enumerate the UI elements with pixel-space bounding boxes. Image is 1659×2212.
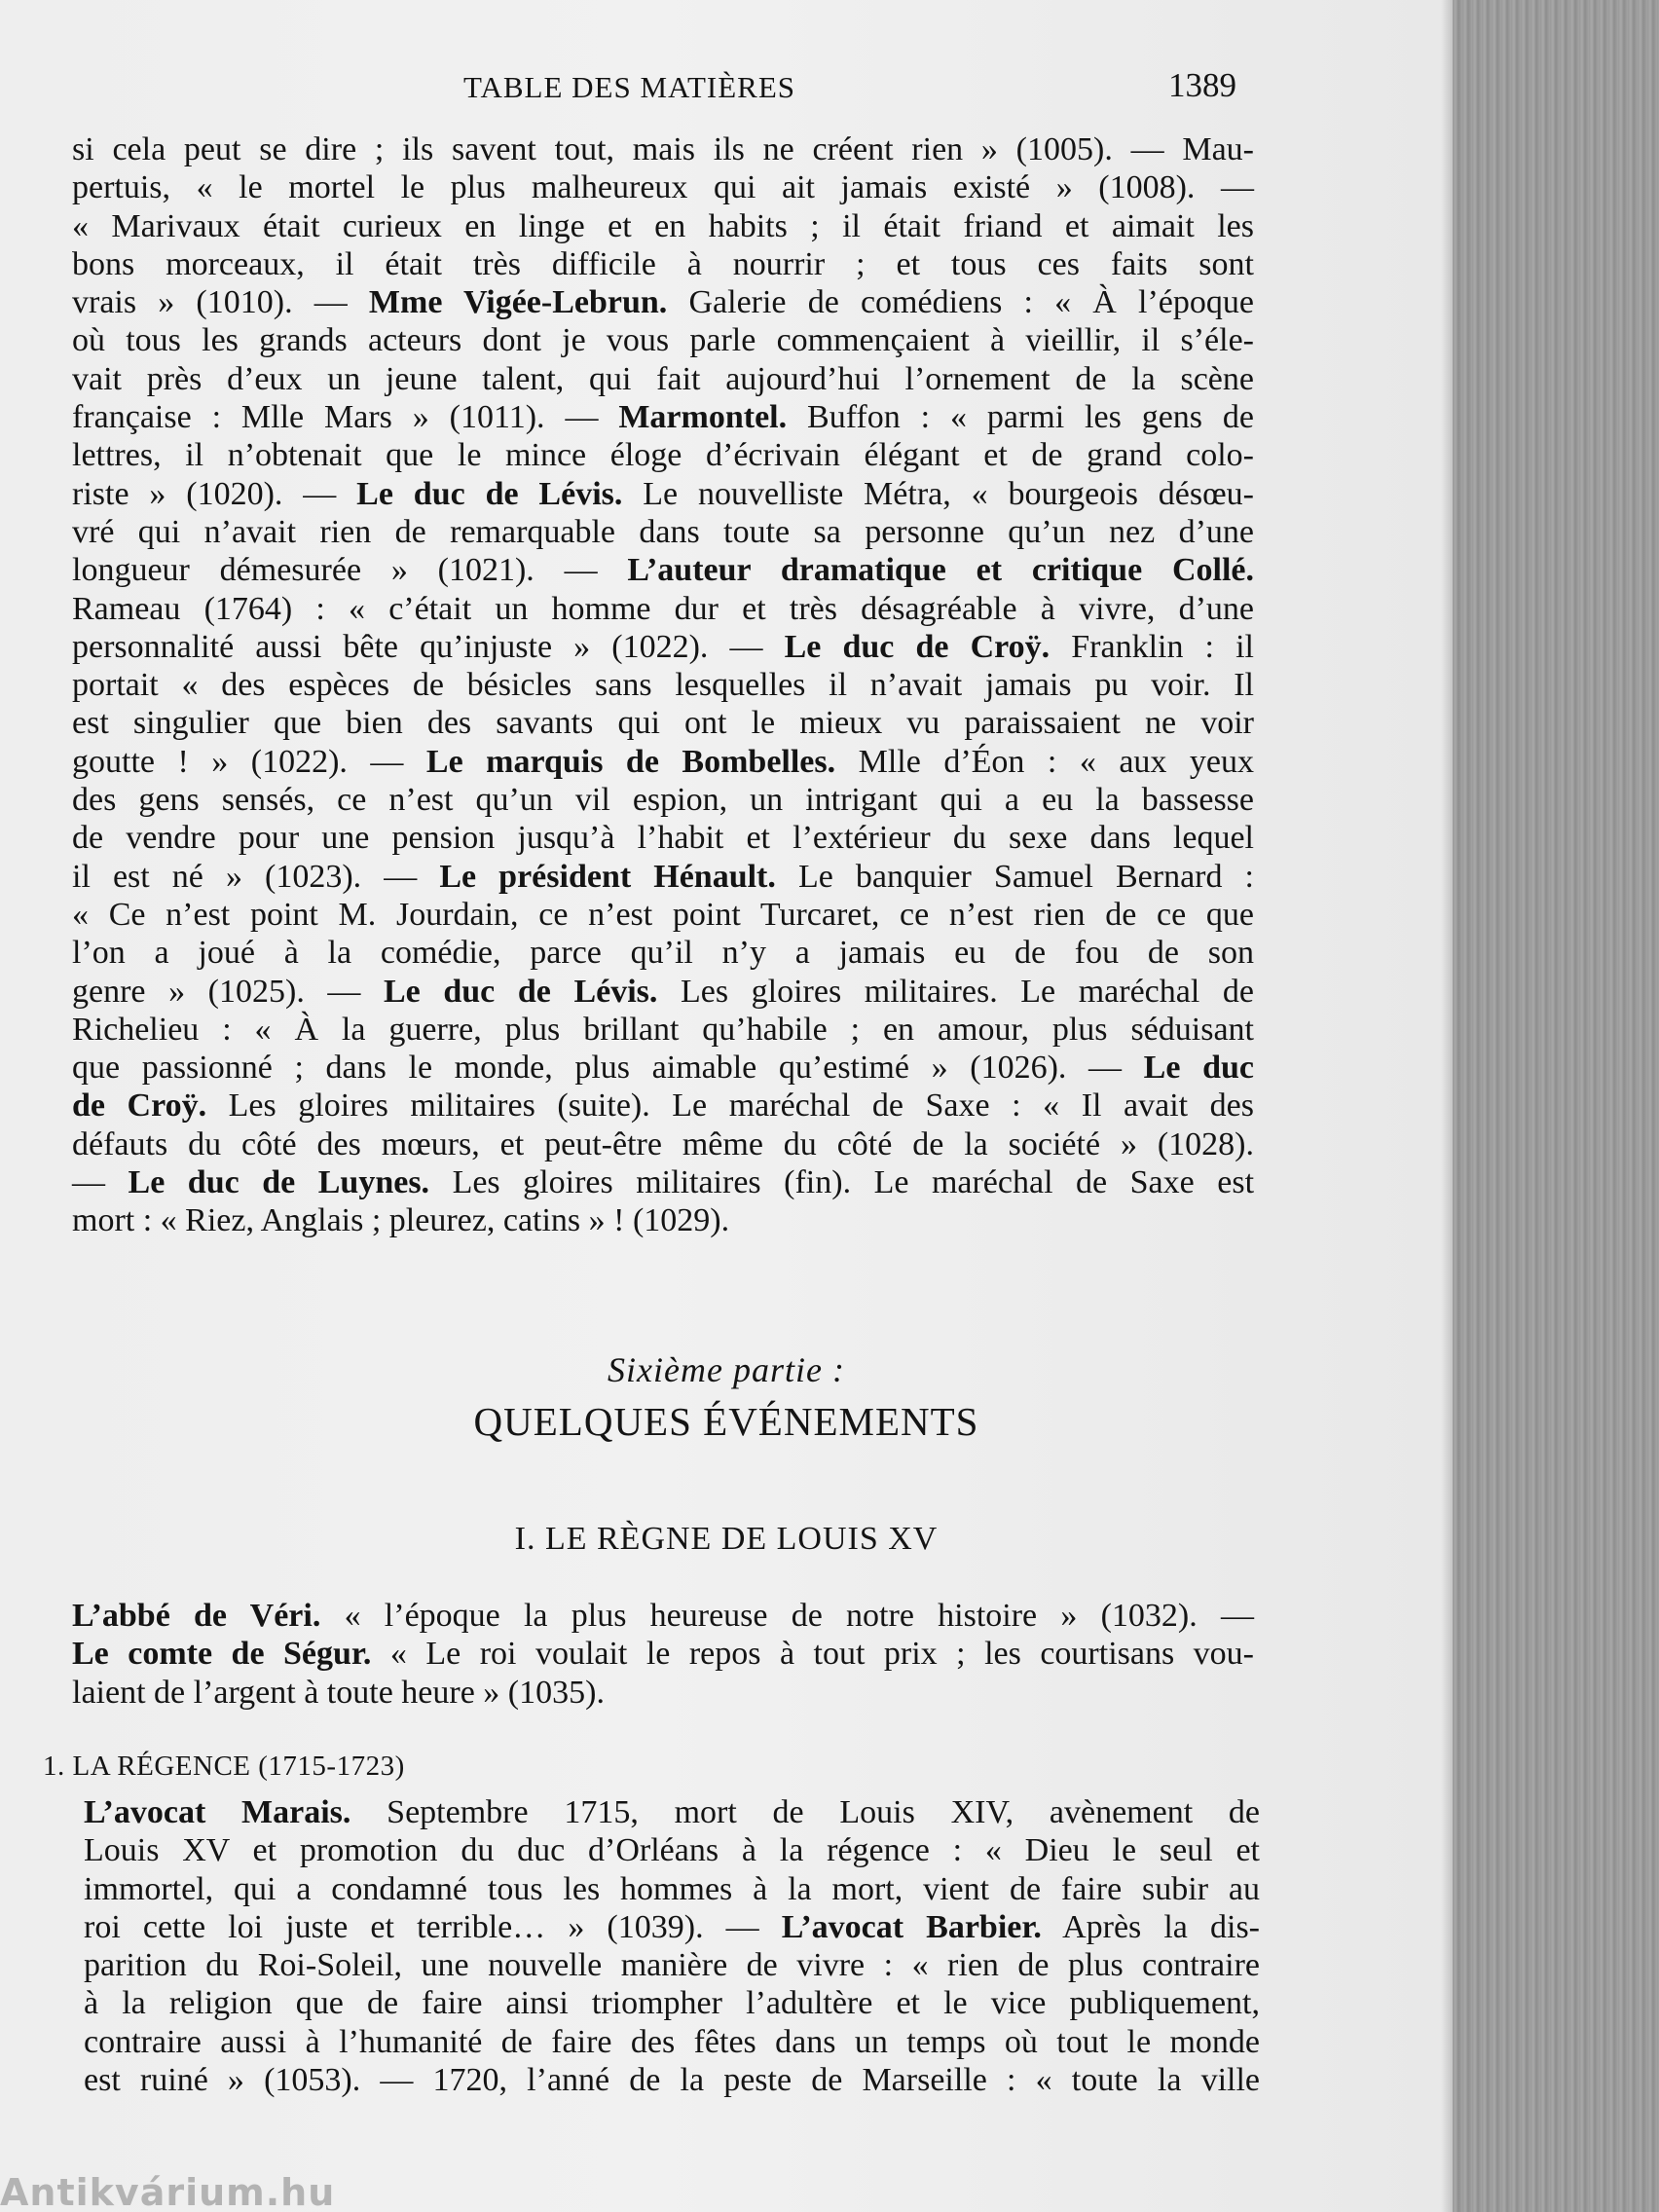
- text-line: L’avocat Marais. Septembre 1715, mort de Louis XIV, avènement de: [84, 1794, 1261, 1830]
- text-line: — Le duc de Luynes. Les gloires militaires (fin). Le maréchal de Saxe est: [72, 1164, 1255, 1201]
- text-line: lettres, il n’obtenait que le mince éloge d’écrivain élégant et de grand colo-: [72, 437, 1254, 474]
- page-number: 1389: [1168, 66, 1236, 104]
- author-name: Le duc de Lévis.: [384, 973, 658, 1010]
- author-name: L’abbé de Véri.: [72, 1598, 321, 1634]
- content-paragraph-2: [72, 1597, 1254, 1712]
- chapter-title: I. LE RÈGNE DE LOUIS XV: [514, 1521, 939, 1557]
- author-name: Le duc de Luynes.: [128, 1164, 430, 1201]
- content-paragraph-1: [72, 130, 1254, 1240]
- author-name: Le duc de Croÿ.: [784, 628, 1051, 665]
- text-line: genre » (1025). — Le duc de Lévis. Les gloires militaires. Le maréchal de: [72, 973, 1254, 1010]
- text-line: « Marivaux était curieux en linge et en habits ; il était friand et aimait les: [72, 207, 1254, 244]
- watermark-logo: Antikvárium.hu: [0, 2171, 336, 2212]
- text-line: personnalité aussi bête qu’injuste » (1022). — Le duc de Croÿ. Franklin : il: [72, 628, 1254, 665]
- text-line: portait « des espèces de bésicles sans lesquelles il n’avait jamais pu voir. Il: [72, 667, 1254, 704]
- text-line: L’abbé de Véri. « l’époque la plus heureuse de notre histoire » (1032). —: [72, 1598, 1254, 1634]
- author-name: Le duc de Lévis.: [356, 475, 623, 512]
- text-line: Rameau (1764) : « c’était un homme dur et très désagréable à vivre, d’une: [72, 590, 1254, 627]
- text-line: contraire aussi à l’humanité de faire des fêtes dans un temps où tout le monde: [84, 2023, 1260, 2060]
- text-line: immortel, qui a condamné tous les hommes à la mort, vient de faire subir au: [84, 1870, 1260, 1907]
- text-line: de Croÿ. Les gloires militaires (suite). Le maréchal de Saxe : « Il avait des: [72, 1088, 1254, 1124]
- text-line: des gens sensés, ce n’est qu’un vil espion, un intrigant qui a eu la bassesse: [72, 782, 1254, 819]
- text-line: « Ce n’est point M. Jourdain, ce n’est point Turcaret, ce n’est rien de ce que: [72, 896, 1254, 933]
- author-name: Mme Vigée-Lebrun.: [368, 284, 668, 321]
- text-line: française : Mlle Mars » (1011). — Marmontel. Buffon : « parmi les gens de: [72, 399, 1254, 436]
- text-line: parition du Roi-Soleil, une nouvelle manière de vivre : « rien de plus contraire: [84, 1947, 1260, 1984]
- text-line: laient de l’argent à toute heure » (1035).: [72, 1674, 605, 1711]
- author-name: L’avocat Barbier.: [781, 1908, 1042, 1945]
- text-line: Richelieu : « À la guerre, plus brillant qu’habile ; en amour, plus séduisant: [72, 1011, 1254, 1048]
- text-line: vrais » (1010). — Mme Vigée-Lebrun. Galerie de comédiens : « À l’époque: [72, 284, 1254, 321]
- text-line: que passionné ; dans le monde, plus aimable qu’estimé » (1026). — Le duc: [72, 1050, 1254, 1087]
- text-line: à la religion que de faire ainsi triompher l’adultère et le vice publiquement,: [84, 1985, 1260, 2022]
- author-name: L’avocat Marais.: [84, 1794, 351, 1830]
- text-line: où tous les grands acteurs dont je vous parle commençaient à vieillir, il s’éle-: [72, 322, 1254, 359]
- text-line: est singulier que bien des savants qui ont le mieux vu paraissaient ne voir: [72, 705, 1254, 742]
- text-line: pertuis, « le mortel le plus malheureux qui ait jamais existé » (1008). —: [72, 169, 1254, 206]
- author-name: Le président Hénault.: [439, 858, 776, 895]
- text-line: Le comte de Ségur. « Le roi voulait le repos à tout prix ; les courtisans vou-: [72, 1636, 1254, 1673]
- running-title: TABLE DES MATIÈRES: [463, 70, 796, 104]
- author-name: de Croÿ.: [72, 1088, 207, 1124]
- text-line: défauts du côté des mœurs, et peut-être même du côté de la société » (1028).: [72, 1125, 1254, 1162]
- text-line: goutte ! » (1022). — Le marquis de Bombelles. Mlle d’Éon : « aux yeux: [72, 743, 1255, 780]
- author-name: Le marquis de Bombelles.: [425, 743, 836, 780]
- text-line: riste » (1020). — Le duc de Lévis. Le nouvelliste Métra, « bourgeois désœu-: [72, 475, 1255, 512]
- author-name: L’auteur dramatique et critique Collé.: [627, 552, 1255, 589]
- author-name: Le comte de Ségur.: [72, 1636, 372, 1673]
- text-line: roi cette loi juste et terrible… » (1039). — L’avocat Barbier. Après la dis-: [84, 1908, 1260, 1945]
- text-line: si cela peut se dire ; ils savent tout, mais ils ne créent rien » (1005). — Mau-: [72, 131, 1254, 167]
- page-edges: [1453, 0, 1659, 2212]
- section-title: 1. LA RÉGENCE (1715-1723): [43, 1751, 405, 1782]
- text-line: mort : « Riez, Anglais ; pleurez, catins » ! (1029).: [72, 1202, 730, 1239]
- text-line: il est né » (1023). — Le président Hénault. Le banquier Samuel Bernard :: [72, 858, 1254, 895]
- text-line: vré qui n’avait rien de remarquable dans toute sa personne qu’un nez d’une: [72, 513, 1254, 550]
- author-name: Marmontel.: [618, 399, 788, 436]
- text-line: bons morceaux, il était très difficile à nourrir ; et tous ces faits sont: [72, 245, 1254, 282]
- text-line: Louis XV et promotion du duc d’Orléans à la régence : « Dieu le seul et: [84, 1832, 1260, 1869]
- part-label: Sixième partie :: [608, 1350, 845, 1389]
- text-line: longueur démesurée » (1021). — L’auteur dramatique et critique Collé.: [72, 552, 1255, 589]
- text-line: l’on a joué à la comédie, parce qu’il n’y a jamais eu de fou de son: [72, 935, 1254, 972]
- text-line: de vendre pour une pension jusqu’à l’habit et l’extérieur du sexe dans lequel: [72, 820, 1254, 857]
- text-line: est ruiné » (1053). — 1720, l’anné de la peste de Marseille : « toute la ville: [84, 2062, 1260, 2099]
- content-paragraph-3: [84, 1793, 1260, 2099]
- author-name: Le duc: [1143, 1050, 1254, 1087]
- text-line: vait près d’eux un jeune talent, qui fait aujourd’hui l’ornement de la scène: [72, 360, 1254, 397]
- part-title: QUELQUES ÉVÉNEMENTS: [473, 1399, 979, 1444]
